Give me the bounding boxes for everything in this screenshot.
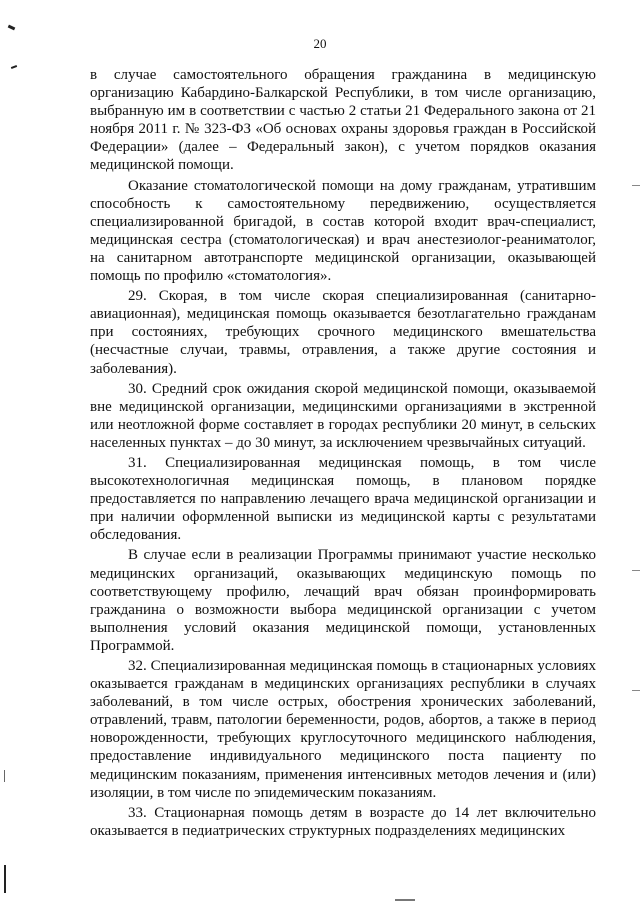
paragraph: Оказание стоматологической помощи на дому гражданам, утратившим способность к самостоятельному передвижению, осуществляется специализированной бригадой, в состав которой входит врач-специалист, медицинская сестра (стоматологическая) и врач анестезиолог-реаниматолог, на санитарном автотранспорте медицинской организации, оказывающей помощь по профилю «стоматология».: [90, 177, 596, 285]
paragraph: 31. Специализированная медицинская помощь, в том числе высокотехнологичная медицинская помощь, в плановом порядке предоставляется по направлению лечащего врача медицинской организации и при наличии оформленной выписки из медицинской карты с результатами обследования.: [90, 454, 596, 544]
scan-artifact: [8, 25, 16, 31]
paragraph: 32. Специализированная медицинская помощь в стационарных условиях оказывается гражданам в медицинских организациях республики в случаях заболеваний, в том числе острых, обострения хронических заболеваний, отравлений, травм, патологии беременности, родов, абортов, а также в период новорожденности, требующих круглосуточного медицинского наблюдения, предоставление индивидуального медицинского поста пациенту по медицинским показаниям, применения интенсивных методов лечения и (или) изоляции, в том числе по эпидемическим показаниям.: [90, 658, 596, 801]
paragraph: 29. Скорая, в том числе скорая специализированная (санитарно-авиационная), медицинская помощь оказывается безотлагательно гражданам при состояниях, требующих срочного медицинского вмешательства (несчастные случаи, травмы, отравления, а также другие состояния и заболевания).: [90, 288, 596, 377]
paragraph: 30. Средний срок ожидания скорой медицинской помощи, оказываемой вне медицинской организации, медицинскими организациями в экстренной или неотложной форме составляет в городах республики 20 минут, в сельских населенных пунктах – до 30 минут, за исключением чрезвычайных ситуаций.: [90, 380, 596, 451]
paragraph: в случае самостоятельного обращения гражданина в медицинскую организацию Кабардино-Балкарской Республики, в том числе организацию, выбранную им в соответствии с частью 2 статьи 21 Федерального закона от 21 ноября 2011 г. № 323-ФЗ «Об основах охраны здоровья граждан в Российской Федерации» (далее – Федеральный закон), с учетом порядков оказания медицинской помощи.: [90, 67, 596, 174]
paragraph: 33. Стационарная помощь детям в возрасте до 14 лет включительно оказывается в педиатрических структурных подразделениях медицинских: [90, 804, 596, 839]
document-body: [90, 66, 596, 840]
scan-artifact: [632, 185, 640, 186]
scan-artifact: [11, 65, 17, 69]
page-number: 20: [313, 36, 327, 51]
scan-artifact: [395, 899, 415, 901]
paragraph: В случае если в реализации Программы принимают участие несколько медицинских организаций, оказывающих медицинскую помощь по соответствующему профилю, лечащий врач обязан проинформировать гражданина о возможности выбора медицинской организации с учетом выполнения условий оказания медицинской помощи, установленных Программой.: [90, 547, 596, 654]
scan-artifact: [632, 570, 640, 571]
scan-artifact: [4, 865, 6, 893]
scan-artifact: [4, 770, 5, 782]
scan-artifact: [632, 690, 640, 691]
